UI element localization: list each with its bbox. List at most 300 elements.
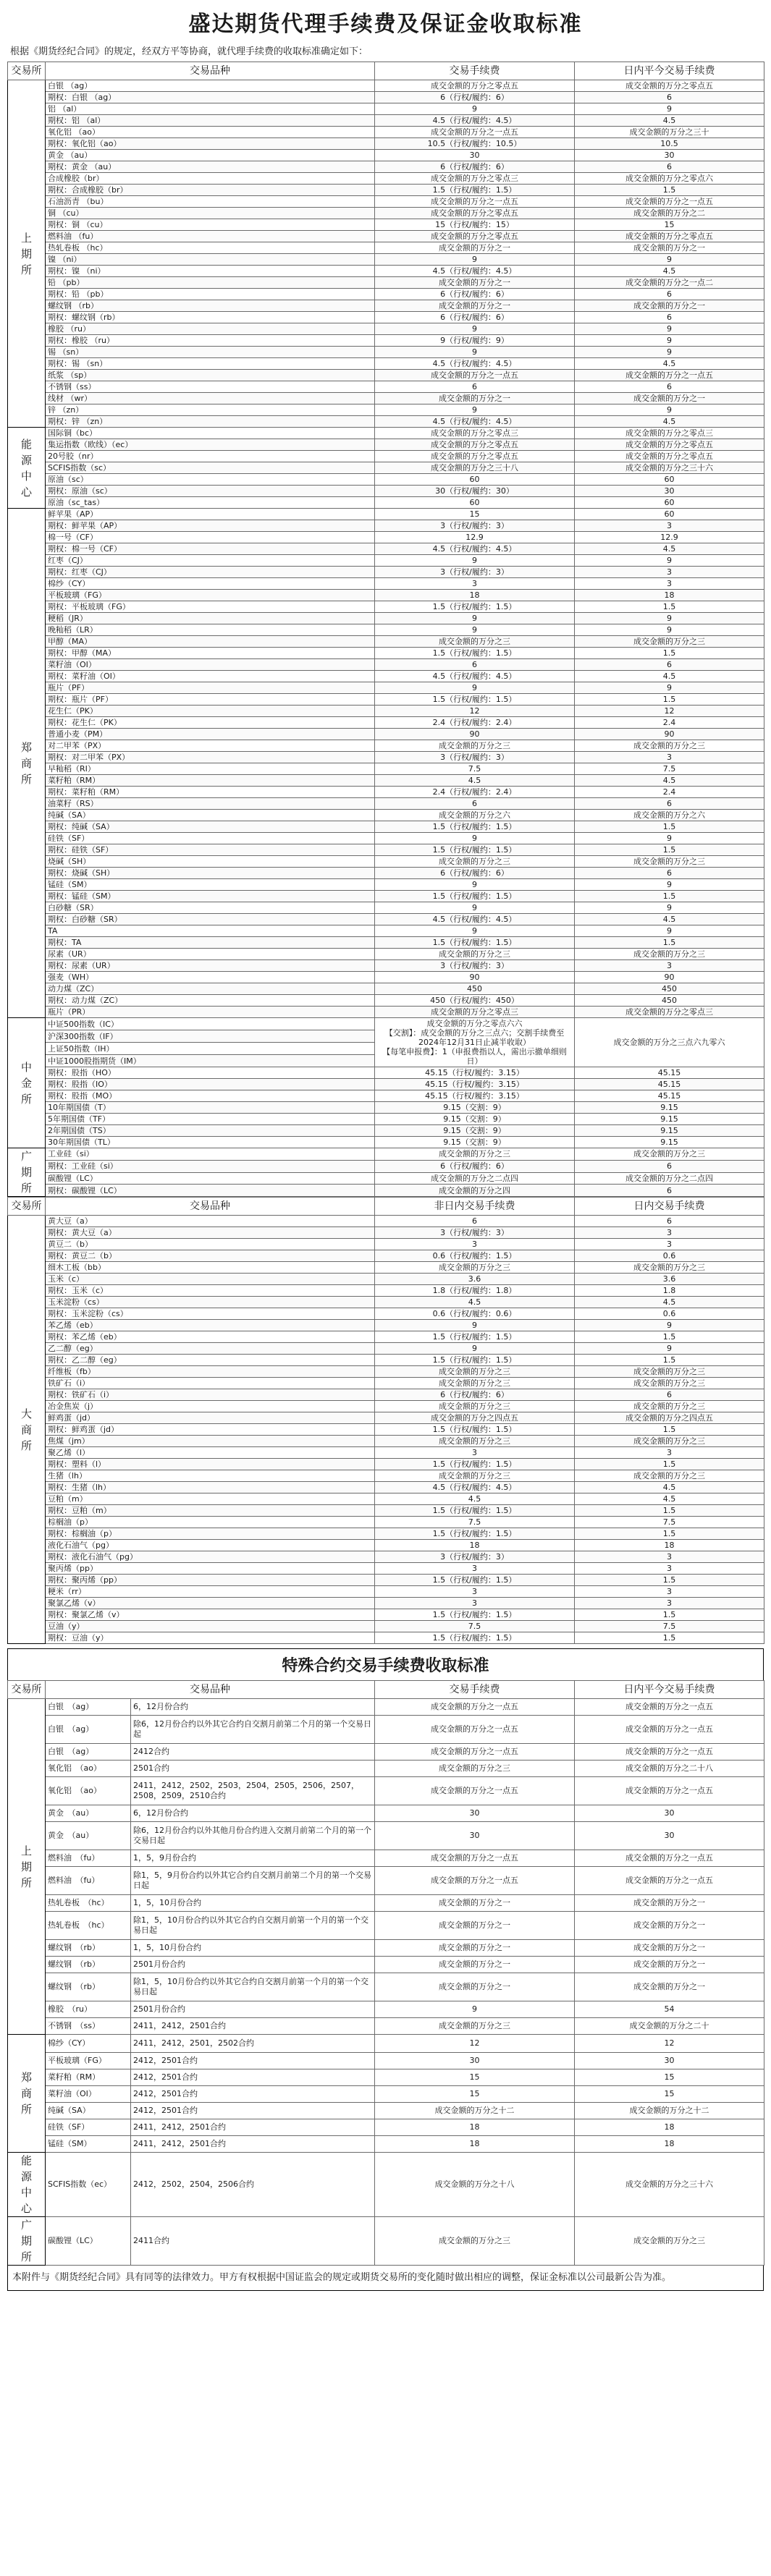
fee-cell: 3: [375, 1598, 575, 1609]
header-product: 交易品种: [46, 62, 375, 80]
table-row: [8, 103, 764, 115]
table-row: [8, 1262, 764, 1274]
product-cell: 期权：碳酸锂（LC）: [46, 1185, 375, 1197]
intraday-fee-cell: 成交金额的万分之一: [575, 1895, 764, 1912]
table-row: [8, 1018, 764, 1030]
product-cell: 纯碱（SA）: [46, 810, 375, 821]
fee-cell: 1.5（行权/履约：1.5）: [375, 1632, 575, 1644]
table-row: [8, 509, 764, 520]
fee-cell: 成交金额的万分之十八: [375, 2153, 575, 2217]
table-row: [8, 729, 764, 740]
intraday-fee-cell: 9: [575, 335, 764, 347]
product-cell: 5年期国债（TF）: [46, 1114, 375, 1125]
intraday-fee-cell: 9: [575, 624, 764, 636]
fee-cell: 1.5（行权/履约：1.5）: [375, 1459, 575, 1470]
product-cell: 细木工板（bb）: [46, 1262, 375, 1274]
fee-cell: 450: [375, 983, 575, 995]
intraday-fee-cell: 18: [575, 1540, 764, 1551]
table-row: [8, 1285, 764, 1297]
intraday-fee-cell: 成交金额的万分之一: [575, 1912, 764, 1940]
fee-cell: 9: [375, 925, 575, 937]
table-row: [8, 1378, 764, 1389]
dce-header-exchange: 交易所: [8, 1198, 46, 1216]
table-row: [8, 1148, 764, 1161]
fee-cell: 成交金额的万分之零点五: [375, 451, 575, 462]
contract-cell: 除6，12月份合约以外其它合约自交割月前第二个月的第一个交易日起: [131, 1716, 375, 1744]
table-row: [8, 428, 764, 439]
product-cell: 氧化铝 （ao）: [46, 127, 375, 138]
table-row: [8, 92, 764, 103]
product-cell: 期权：黄金 （au）: [46, 161, 375, 173]
product-cell: 期权：菜籽油（OI）: [46, 671, 375, 682]
fee-cell: 1.5（行权/履约：1.5）: [375, 694, 575, 706]
product-cell: 国际铜（bc）: [46, 428, 375, 439]
fee-cell: 成交金额的万分之零点五: [375, 231, 575, 242]
contract-cell: 2412，2501合约: [131, 2069, 375, 2086]
intraday-fee-cell: 1.5: [575, 1459, 764, 1470]
product-cell: 白银 （ag）: [46, 1716, 131, 1744]
product-cell: 硅铁（SF）: [46, 2119, 131, 2136]
fee-table: [7, 62, 764, 1197]
product-cell: 白银 （ag）: [46, 80, 375, 92]
table-row: [8, 300, 764, 312]
intraday-fee-cell: 6: [575, 1160, 764, 1172]
table-row: [8, 1716, 764, 1744]
table-row: [8, 671, 764, 682]
table-row: [8, 740, 764, 752]
table-row: [8, 1297, 764, 1308]
fee-cell: 12: [375, 2035, 575, 2053]
intraday-fee-cell: 54: [575, 2001, 764, 2018]
intraday-fee-cell: 9: [575, 347, 764, 358]
table-row: [8, 995, 764, 1007]
intraday-fee-cell: 6: [575, 289, 764, 300]
fee-cell: 1.5（行权/履约：1.5）: [375, 937, 575, 949]
table-row: [8, 1528, 764, 1540]
table-row: [8, 173, 764, 185]
fee-cell: 成交金额的万分之三: [375, 2018, 575, 2035]
intraday-fee-cell: 7.5: [575, 1621, 764, 1632]
product-cell: 不锈钢（ss）: [46, 381, 375, 393]
intraday-fee-cell: 9.15: [575, 1125, 764, 1137]
intraday-fee-cell: 12.9: [575, 532, 764, 543]
fee-cell: 15: [375, 509, 575, 520]
product-cell: 纤维板（fb）: [46, 1366, 375, 1378]
intraday-fee-cell: 9.15: [575, 1102, 764, 1114]
table-row: [8, 2103, 764, 2119]
product-cell: 对二甲苯（PX）: [46, 740, 375, 752]
intraday-fee-cell: 成交金额的万分之三: [575, 1366, 764, 1378]
exchange-cell: 中金所: [8, 1018, 46, 1148]
table-row: [8, 1973, 764, 2001]
table-row: [8, 381, 764, 393]
fee-cell: 成交金额的万分之三: [375, 1436, 575, 1447]
fee-cell: 3（行权/履约：3）: [375, 1227, 575, 1239]
product-cell: 期权：工业硅（si）: [46, 1160, 375, 1172]
intraday-fee-cell: 3: [575, 1598, 764, 1609]
intraday-fee-cell: 30: [575, 2053, 764, 2069]
intraday-fee-cell: 1.5: [575, 1331, 764, 1343]
intraday-fee-cell: 3: [575, 1551, 764, 1563]
table-row: [8, 1867, 764, 1895]
intraday-fee-cell: 成交金额的万分之一: [575, 1940, 764, 1957]
fee-cell: 9: [375, 624, 575, 636]
fee-cell: 成交金额的万分之一点五: [375, 1699, 575, 1716]
fee-cell: 1.5（行权/履约：1.5）: [375, 891, 575, 902]
fee-cell: 7.5: [375, 763, 575, 775]
product-cell: 中证500指数（IC）: [46, 1018, 375, 1030]
intraday-fee-cell: 1.5: [575, 891, 764, 902]
intraday-fee-cell: 1.5: [575, 601, 764, 613]
intraday-fee-cell: 成交金额的万分之一点五: [575, 1777, 764, 1805]
product-cell: 期权：橡胶 （ru）: [46, 335, 375, 347]
fee-cell: 3（行权/履约：3）: [375, 520, 575, 532]
fee-cell: 4.5（行权/履约：4.5）: [375, 1482, 575, 1494]
table-row: [8, 1412, 764, 1424]
fee-cell: 9: [375, 404, 575, 416]
table-row: [8, 590, 764, 601]
fee-cell: 6（行权/履约：6）: [375, 312, 575, 323]
fee-cell: 成交金额的万分之四: [375, 1185, 575, 1197]
fee-cell: 成交金额的万分之一: [375, 300, 575, 312]
table-row: [8, 196, 764, 208]
fee-cell: 成交金额的万分之一点五: [375, 196, 575, 208]
fee-cell: 60: [375, 497, 575, 509]
product-cell: 期权：菜籽粕（RM）: [46, 787, 375, 798]
fee-cell: 7.5: [375, 1621, 575, 1632]
special-header-product: 交易品种: [46, 1681, 375, 1699]
fee-cell: 6（行权/履约：6）: [375, 1160, 575, 1172]
product-cell: 甲醇（MA）: [46, 636, 375, 648]
fee-table-header: [8, 62, 764, 80]
fee-cell: 成交金额的万分之二点四: [375, 1172, 575, 1185]
product-cell: 期权：玉米淀粉（cs）: [46, 1308, 375, 1320]
fee-cell: 成交金额的万分之三: [375, 636, 575, 648]
product-cell: 锰硅（SM）: [46, 879, 375, 891]
table-row: [8, 659, 764, 671]
product-cell: 铁矿石（i）: [46, 1378, 375, 1389]
intraday-fee-cell: 3: [575, 567, 764, 578]
intraday-fee-cell: 成交金额的万分之三十六: [575, 462, 764, 474]
fee-cell: 6: [375, 1216, 575, 1227]
table-row: [8, 972, 764, 983]
table-row: [8, 2069, 764, 2086]
product-cell: 期权：锌 （zn）: [46, 416, 375, 428]
intraday-fee-cell: 4.5: [575, 914, 764, 925]
product-cell: 粳稻（JR）: [46, 613, 375, 624]
product-cell: 聚丙烯（pp）: [46, 1563, 375, 1575]
contract-cell: 除1，5，10月份合约以外其它合约自交割月前第一个月的第一个交易日起: [131, 1973, 375, 2001]
intraday-fee-cell: 成交金额的万分之零点五: [575, 451, 764, 462]
product-cell: 热轧卷板 （hc）: [46, 242, 375, 254]
intraday-fee-cell: 9: [575, 925, 764, 937]
table-row: [8, 1274, 764, 1285]
table-row: [8, 856, 764, 868]
fee-cell: 1.8（行权/履约：1.8）: [375, 1285, 575, 1297]
fee-cell: 成交金额的万分之一: [375, 1973, 575, 2001]
fee-cell: 4.5: [375, 1297, 575, 1308]
intraday-fee-cell: 9: [575, 1320, 764, 1331]
intraday-fee-cell: 30: [575, 150, 764, 161]
fee-cell: 成交金额的万分之三: [375, 1148, 575, 1161]
special-fee-table: [7, 1680, 764, 2266]
fee-cell: 6（行权/履约：6）: [375, 868, 575, 879]
exchange-cell: 大商所: [8, 1216, 46, 1644]
contract-cell: 6，12月份合约: [131, 1805, 375, 1822]
fee-cell: 1.5（行权/履约：1.5）: [375, 1331, 575, 1343]
intraday-fee-cell: 4.5: [575, 266, 764, 277]
fee-cell: 1.5（行权/履约：1.5）: [375, 1609, 575, 1621]
fee-cell: 成交金额的万分之一: [375, 1957, 575, 1973]
page-title: 盛达期货代理手续费及保证金收取标准: [188, 12, 583, 37]
exchange-cell: 郑商所: [8, 2035, 46, 2153]
contract-cell: 2411，2412，2501合约: [131, 2119, 375, 2136]
table-row: [8, 902, 764, 914]
intraday-fee-cell: 成交金额的万分之一点五: [575, 1699, 764, 1716]
fee-cell: 1.5（行权/履约：1.5）: [375, 185, 575, 196]
intraday-fee-cell: 成交金额的万分之零点五: [575, 439, 764, 451]
intraday-fee-cell: 6: [575, 92, 764, 103]
table-row: [8, 1699, 764, 1716]
intraday-fee-cell: 成交金额的万分之三点六九零六: [575, 1018, 764, 1067]
table-row: [8, 254, 764, 266]
table-row: [8, 1090, 764, 1102]
exchange-cell: 上期所: [8, 80, 46, 428]
table-row: [8, 1007, 764, 1018]
product-cell: 锌 （zn）: [46, 404, 375, 416]
intraday-fee-cell: 7.5: [575, 763, 764, 775]
product-cell: 期权：动力煤（ZC）: [46, 995, 375, 1007]
intraday-fee-cell: 成交金额的万分之一点五: [575, 1850, 764, 1867]
contract-cell: 2411，2412，2502，2503，2504，2505，2506，2507，2508，2509，2510合约: [131, 1777, 375, 1805]
intraday-fee-cell: 3: [575, 1239, 764, 1250]
product-cell: 期权：瓶片（PF）: [46, 694, 375, 706]
table-row: [8, 821, 764, 833]
fee-cell: 4.5（行权/履约：4.5）: [375, 115, 575, 127]
product-cell: 锡 （sn）: [46, 347, 375, 358]
intraday-fee-cell: 9: [575, 1343, 764, 1355]
fee-cell: 9: [375, 103, 575, 115]
fee-cell: 成交金额的万分之一: [375, 277, 575, 289]
product-cell: 玉米（c）: [46, 1274, 375, 1285]
table-row: [8, 1586, 764, 1598]
contract-cell: 1，5，10月份合约: [131, 1940, 375, 1957]
table-row: [8, 532, 764, 543]
special-header-fee: 交易手续费: [375, 1681, 575, 1699]
table-row: [8, 1632, 764, 1644]
intraday-fee-cell: 90: [575, 972, 764, 983]
product-cell: 热轧卷板 （hc）: [46, 1895, 131, 1912]
fee-cell: 30: [375, 1805, 575, 1822]
intraday-fee-cell: 4.5: [575, 1482, 764, 1494]
table-row: [8, 1114, 764, 1125]
intraday-fee-cell: 15: [575, 2069, 764, 2086]
contract-cell: 2412，2501合约: [131, 2103, 375, 2119]
intraday-fee-cell: 4.5: [575, 775, 764, 787]
table-row: [8, 127, 764, 138]
footnote: 本附件与《期货经纪合同》具有同等的法律效力。甲方有权根据中国证监会的规定或期货交易所的变化随时做出相应的调整，保证金标准以公司最新公告为准。: [7, 2266, 764, 2291]
fee-cell: 1.5（行权/履约：1.5）: [375, 821, 575, 833]
intraday-fee-cell: 18: [575, 2119, 764, 2136]
intraday-fee-cell: 成交金额的万分之一点二: [575, 277, 764, 289]
product-cell: 豆粕（m）: [46, 1494, 375, 1505]
table-row: [8, 567, 764, 578]
fee-cell: 9: [375, 254, 575, 266]
intraday-fee-cell: 4.5: [575, 358, 764, 370]
product-cell: 豆油（y）: [46, 1621, 375, 1632]
intraday-fee-cell: 2.4: [575, 717, 764, 729]
product-cell: 菜籽粕（RM）: [46, 775, 375, 787]
page: [7, 0, 764, 2291]
table-row: [8, 752, 764, 763]
intraday-fee-cell: 18: [575, 590, 764, 601]
product-cell: 苯乙烯（eb）: [46, 1320, 375, 1331]
intraday-fee-cell: 9: [575, 103, 764, 115]
fee-cell: 成交金额的万分之六: [375, 810, 575, 821]
fee-cell: 12.9: [375, 532, 575, 543]
fee-cell: 6（行权/履约：6）: [375, 92, 575, 103]
fee-cell: 9: [375, 682, 575, 694]
product-cell: 早籼稻（RI）: [46, 763, 375, 775]
table-row: [8, 810, 764, 821]
fee-cell: 0.6（行权/履约：1.5）: [375, 1250, 575, 1262]
product-cell: TA: [46, 925, 375, 937]
product-cell: 黄豆二（b）: [46, 1239, 375, 1250]
product-cell: 期权：苯乙烯（eb）: [46, 1331, 375, 1343]
intraday-fee-cell: 18: [575, 2136, 764, 2153]
table-row: [8, 2217, 764, 2266]
fee-cell: 成交金额的万分之三: [375, 740, 575, 752]
contract-cell: 除1，5，9月份合约以外其它合约自交割月前第二个月的第一个交易日起: [131, 1867, 375, 1895]
product-cell: 烧碱（SH）: [46, 856, 375, 868]
exchange-cell: 上期所: [8, 1699, 46, 2035]
intraday-fee-cell: 15: [575, 219, 764, 231]
product-cell: 期权：纯碱（SA）: [46, 821, 375, 833]
table-row: [8, 358, 764, 370]
intraday-fee-cell: 6: [575, 312, 764, 323]
table-row: [8, 1227, 764, 1239]
table-row: [8, 1517, 764, 1528]
product-cell: 原油（sc）: [46, 474, 375, 486]
fee-cell: 4.5（行权/履约：4.5）: [375, 543, 575, 555]
fee-cell: 9: [375, 833, 575, 844]
fee-cell: 4.5: [375, 775, 575, 787]
intraday-fee-cell: 3: [575, 1586, 764, 1598]
fee-cell: 成交金额的万分之三: [375, 1262, 575, 1274]
intraday-fee-cell: 60: [575, 497, 764, 509]
fee-cell: 9（行权/履约：9）: [375, 335, 575, 347]
product-cell: 液化石油气（pg）: [46, 1540, 375, 1551]
special-header-exchange: 交易所: [8, 1681, 46, 1699]
intraday-fee-cell: 4.5: [575, 1494, 764, 1505]
intraday-fee-cell: 成交金额的万分之二: [575, 208, 764, 219]
exchange-cell: 能源中心: [8, 428, 46, 509]
intraday-fee-cell: 9: [575, 833, 764, 844]
intraday-fee-cell: 6: [575, 161, 764, 173]
fee-cell: 3.6: [375, 1274, 575, 1285]
contract-cell: 除1，5，10月份合约以外其它合约自交割月前第一个月的第一个交易日起: [131, 1912, 375, 1940]
contract-cell: 2412，2502，2504，2506合约: [131, 2153, 375, 2217]
fee-cell: 2.4（行权/履约：2.4）: [375, 787, 575, 798]
product-cell: 动力煤（ZC）: [46, 983, 375, 995]
intraday-fee-cell: 成交金额的万分之一: [575, 300, 764, 312]
table-row: [8, 497, 764, 509]
product-cell: 瓶片（PR）: [46, 1007, 375, 1018]
fee-cell: 2.4（行权/履约：2.4）: [375, 717, 575, 729]
product-cell: 普通小麦（PM）: [46, 729, 375, 740]
product-cell: 期权：黄豆二（b）: [46, 1250, 375, 1262]
table-row: [8, 2035, 764, 2053]
intraday-fee-cell: 4.5: [575, 671, 764, 682]
product-cell: 期权：锡 （sn）: [46, 358, 375, 370]
intraday-fee-cell: 60: [575, 474, 764, 486]
intraday-fee-cell: 成交金额的万分之一点五: [575, 1744, 764, 1761]
product-cell: 螺纹钢 （rb）: [46, 1940, 131, 1957]
fee-cell: 3（行权/履约：3）: [375, 960, 575, 972]
table-row: [8, 1355, 764, 1366]
product-cell: 期权：塑料（l）: [46, 1459, 375, 1470]
table-row: [8, 1239, 764, 1250]
table-row: [8, 1540, 764, 1551]
table-row: [8, 1744, 764, 1761]
product-cell: 期权：玉米（c）: [46, 1285, 375, 1297]
product-cell: 期权：尿素（UR）: [46, 960, 375, 972]
intraday-fee-cell: 9: [575, 682, 764, 694]
product-cell: 期权：原油（sc）: [46, 486, 375, 497]
intraday-fee-cell: 3: [575, 960, 764, 972]
table-row: [8, 624, 764, 636]
special-section-title: 特殊合约交易手续费收取标准: [7, 1648, 764, 1680]
intraday-fee-cell: 1.5: [575, 821, 764, 833]
intraday-fee-cell: 6: [575, 1389, 764, 1401]
product-cell: 期权：聚氯乙烯（v）: [46, 1609, 375, 1621]
fee-cell: 成交金额的万分之一: [375, 242, 575, 254]
contract-cell: 2412，2501合约: [131, 2086, 375, 2103]
fee-cell: 成交金额的万分之三: [375, 1401, 575, 1412]
table-row: [8, 1609, 764, 1621]
product-cell: 聚乙烯（l）: [46, 1447, 375, 1459]
intraday-fee-cell: 成交金额的万分之三: [575, 949, 764, 960]
intraday-fee-cell: 成交金额的万分之二十: [575, 2018, 764, 2035]
table-row: [8, 1895, 764, 1912]
table-row: [8, 150, 764, 161]
product-cell: 镍 （ni）: [46, 254, 375, 266]
product-cell: 乙二醇（eg）: [46, 1343, 375, 1355]
product-cell: 生猪（lh）: [46, 1470, 375, 1482]
table-row: [8, 1079, 764, 1090]
intraday-fee-cell: 成交金额的万分之三: [575, 740, 764, 752]
fee-cell: 3（行权/履约：3）: [375, 1551, 575, 1563]
intraday-fee-cell: 1.8: [575, 1285, 764, 1297]
fee-cell: 成交金额的万分之一点五: [375, 1867, 575, 1895]
product-cell: 期权：棕榈油（p）: [46, 1528, 375, 1540]
intraday-fee-cell: 9: [575, 404, 764, 416]
intraday-fee-cell: 9: [575, 555, 764, 567]
table-row: [8, 960, 764, 972]
table-row: [8, 682, 764, 694]
intraday-fee-cell: 9.15: [575, 1114, 764, 1125]
product-cell: SCFIS指数（ec）: [46, 2153, 131, 2217]
fee-cell: 3: [375, 1563, 575, 1575]
fee-cell: 9: [375, 323, 575, 335]
fee-cell: 成交金额的万分之一点五: [375, 1716, 575, 1744]
intraday-fee-cell: 1.5: [575, 1632, 764, 1644]
fee-cell: 9: [375, 1320, 575, 1331]
intraday-fee-cell: 成交金额的万分之一点五: [575, 370, 764, 381]
fee-cell: 成交金额的万分之一点五: [375, 370, 575, 381]
intraday-fee-cell: 4.5: [575, 543, 764, 555]
product-cell: 期权：红枣（CJ）: [46, 567, 375, 578]
